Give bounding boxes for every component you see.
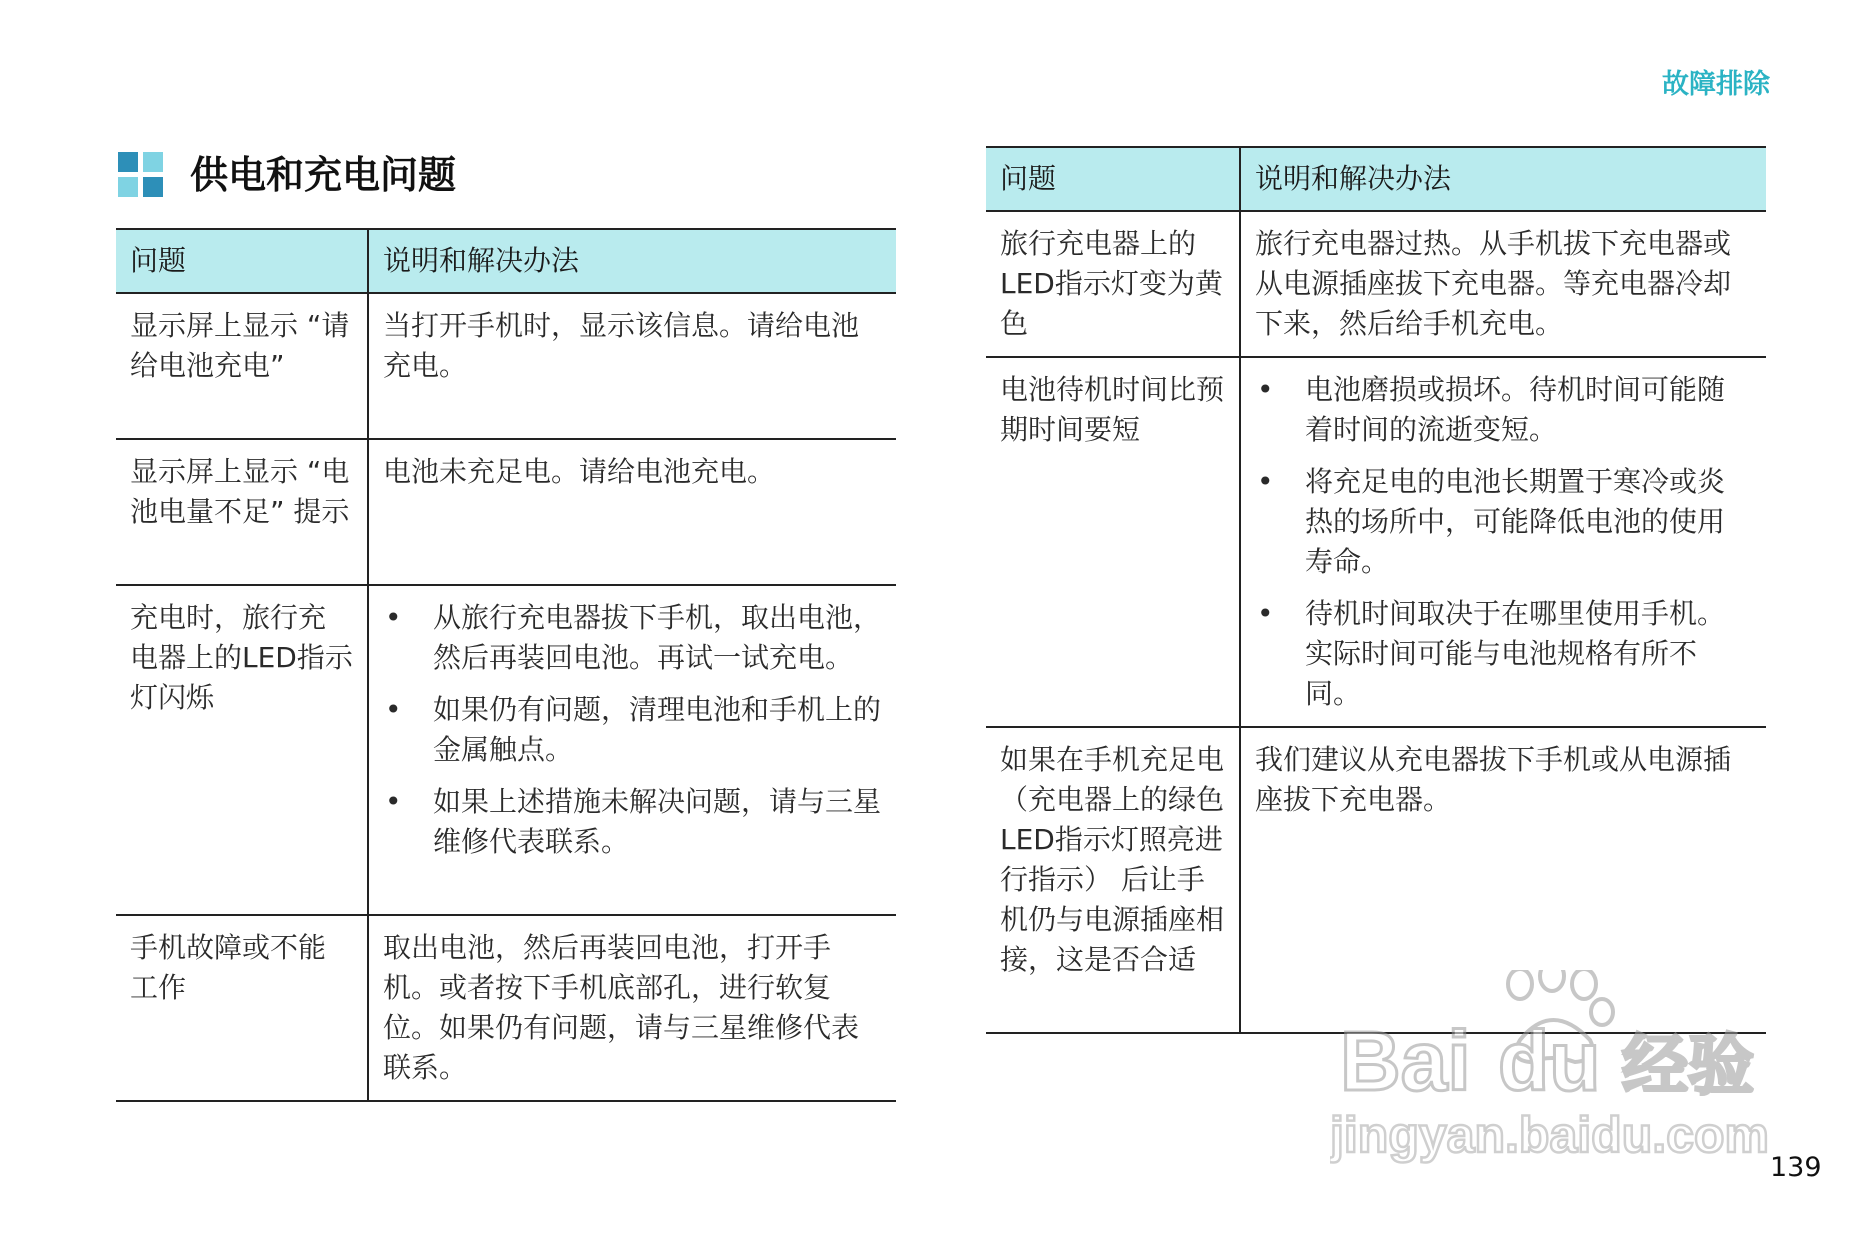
troubleshooting-table-right	[986, 146, 1766, 1034]
solution-cell: 我们建议从充电器拔下手机或从电源插座拔下充电器。	[1240, 727, 1766, 1033]
table-row	[986, 357, 1766, 727]
table-header-row	[116, 229, 896, 293]
table-header-row	[986, 147, 1766, 211]
solution-cell: 取出电池，然后再装回电池，打开手机。或者按下手机底部孔，进行软复位。如果仍有问题，请与三星维修代表联系。	[368, 915, 896, 1101]
problem-cell: 充电时，旅行充电器上的LED指示灯闪烁	[116, 585, 368, 915]
solution-cell: 旅行充电器过热。从手机拔下充电器或从电源插座拔下充电器。等充电器冷却下来，然后给手机充电。	[1240, 211, 1766, 357]
column-header-solution: 说明和解决办法	[1240, 147, 1766, 211]
svg-text:经验: 经验	[1622, 1027, 1754, 1104]
table-row	[116, 915, 896, 1101]
list-item: • 待机时间取决于在哪里使用手机。实际时间可能与电池规格有所不同。	[1255, 594, 1752, 714]
column-header-problem: 问题	[116, 229, 368, 293]
table-row	[116, 293, 896, 439]
problem-cell: 旅行充电器上的LED指示灯变为黄色	[986, 211, 1240, 357]
table-row	[116, 439, 896, 585]
problem-cell: 显示屏上显示 “电池电量不足” 提示	[116, 439, 368, 585]
svg-text:Bai: Bai	[1340, 1014, 1471, 1108]
solution-cell: 当打开手机时，显示该信息。请给电池充电。	[368, 293, 896, 439]
baidu-jingyan-watermark	[1330, 970, 1790, 1170]
list-item: • 如果仍有问题，清理电池和手机上的金属触点。	[383, 690, 882, 770]
solution-bullet-list	[1255, 370, 1752, 714]
problem-cell: 显示屏上显示 “请给电池充电”	[116, 293, 368, 439]
solution-cell: 电池未充足电。请给电池充电。	[368, 439, 896, 585]
four-squares-icon	[118, 152, 164, 198]
svg-text:jingyan.baidu.com: jingyan.baidu.com	[1330, 1107, 1769, 1163]
solution-bullet-list	[383, 598, 882, 862]
solution-cell	[1240, 357, 1766, 727]
list-item: • 电池磨损或损坏。待机时间可能随着时间的流逝变短。	[1255, 370, 1752, 450]
table-row	[986, 211, 1766, 357]
problem-cell: 手机故障或不能工作	[116, 915, 368, 1101]
problem-cell: 电池待机时间比预期时间要短	[986, 357, 1240, 727]
column-header-solution: 说明和解决办法	[368, 229, 896, 293]
troubleshooting-table-left	[116, 228, 896, 1102]
problem-cell: 如果在手机充足电 （充电器上的绿色LED指示灯照亮进行指示） 后让手机仍与电源插座相接，这是否合适	[986, 727, 1240, 1033]
list-item: • 如果上述措施未解决问题，请与三星维修代表联系。	[383, 782, 882, 862]
solution-cell	[368, 585, 896, 915]
section-title: 供电和充电问题	[190, 153, 457, 197]
page-number: 139	[1770, 1152, 1822, 1183]
list-item: • 从旅行充电器拔下手机，取出电池，然后再装回电池。再试一试充电。	[383, 598, 882, 678]
section-label: 故障排除	[1662, 69, 1770, 100]
list-item: • 将充足电的电池长期置于寒冷或炎热的场所中，可能降低电池的使用寿命。	[1255, 462, 1752, 582]
table-row	[116, 585, 896, 915]
column-header-problem: 问题	[986, 147, 1240, 211]
svg-text:du: du	[1498, 1014, 1601, 1108]
